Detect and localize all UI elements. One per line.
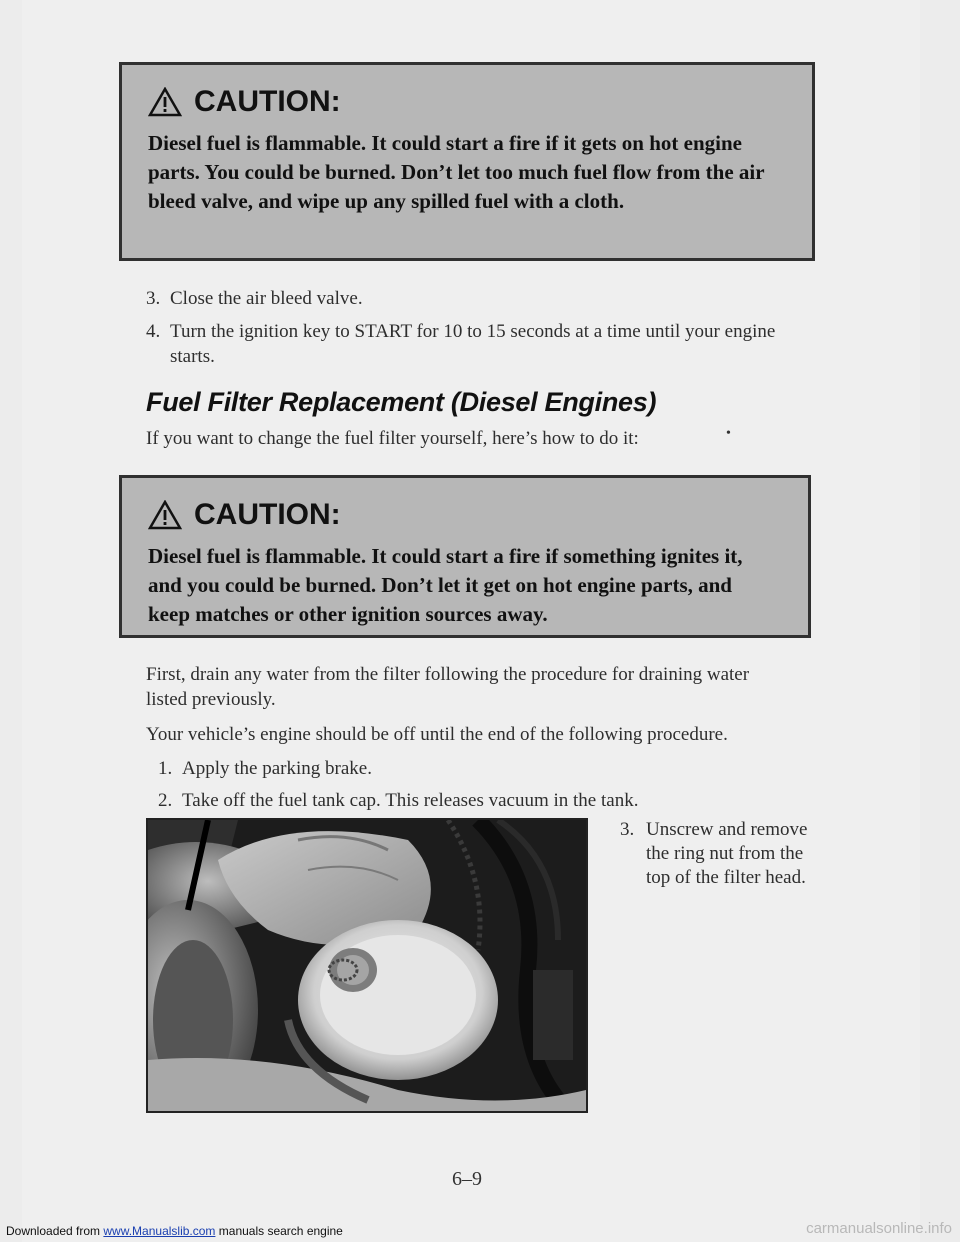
drain-paragraph: First, drain any water from the filter following the procedure for draining water listed previously. bbox=[146, 664, 750, 710]
caution-heading bbox=[148, 498, 778, 532]
step-number: 1. bbox=[158, 758, 173, 779]
step-2-fuel-cap bbox=[158, 788, 778, 813]
caution-text: Diesel fuel is flammable. It could start a fire if something ignites it, and you could be burned. Don’t let it get on hot engine parts, and keep matches or other ignition sources away. bbox=[148, 544, 743, 626]
step-3-ring-nut bbox=[620, 818, 820, 890]
step-text: Apply the parking brake. bbox=[182, 758, 372, 779]
download-footer bbox=[6, 1224, 343, 1238]
footer-suffix: manuals search engine bbox=[215, 1224, 343, 1238]
caution-title: CAUTION: bbox=[194, 498, 341, 531]
step-1-parking-brake bbox=[158, 756, 778, 781]
step-text: Take off the fuel tank cap. This releases vacuum in the tank. bbox=[182, 790, 639, 811]
bullet-mark: • bbox=[726, 426, 731, 441]
watermark-text: carmanualsonline.info bbox=[806, 1220, 952, 1237]
step-text: Close the air bleed valve. bbox=[170, 288, 363, 309]
caution-title: CAUTION: bbox=[194, 85, 341, 118]
manualslib-link[interactable]: www.Manualslib.com bbox=[103, 1224, 216, 1238]
step-3-close-valve bbox=[146, 286, 786, 311]
step-number: 3. bbox=[620, 819, 635, 840]
step-number: 4. bbox=[146, 321, 161, 342]
caution-box-filter bbox=[119, 475, 811, 638]
intro-paragraph: If you want to change the fuel filter yourself, here’s how to do it: bbox=[146, 428, 639, 449]
fuel-filter-photo bbox=[146, 818, 588, 1113]
step-4-ignition bbox=[146, 319, 786, 369]
footer-prefix: Downloaded from bbox=[6, 1224, 104, 1238]
step-number: 3. bbox=[146, 288, 161, 309]
caution-text: Diesel fuel is flammable. It could start a fire if it gets on hot engine parts. You could be burned. Don’t let too much fuel flow from the air bleed valve, and wipe up any spilled fuel with a cloth. bbox=[148, 131, 765, 213]
engine-off-paragraph: Your vehicle’s engine should be off until the end of the following procedure. bbox=[146, 724, 728, 745]
section-heading: Fuel Filter Replacement (Diesel Engines) bbox=[146, 387, 657, 417]
page-number: 6–9 bbox=[452, 1168, 482, 1190]
warning-triangle-icon bbox=[148, 87, 182, 117]
warning-triangle-icon bbox=[148, 500, 182, 530]
step-text: Unscrew and remove the ring nut from the top of the filter head. bbox=[646, 819, 808, 888]
fuel-filter-illustration bbox=[148, 820, 586, 1111]
caution-box-air-bleed bbox=[119, 62, 815, 261]
step-text: Turn the ignition key to START for 10 to 15 seconds at a time until your engine starts. bbox=[170, 321, 776, 367]
step-number: 2. bbox=[158, 790, 173, 811]
caution-heading bbox=[148, 85, 782, 119]
